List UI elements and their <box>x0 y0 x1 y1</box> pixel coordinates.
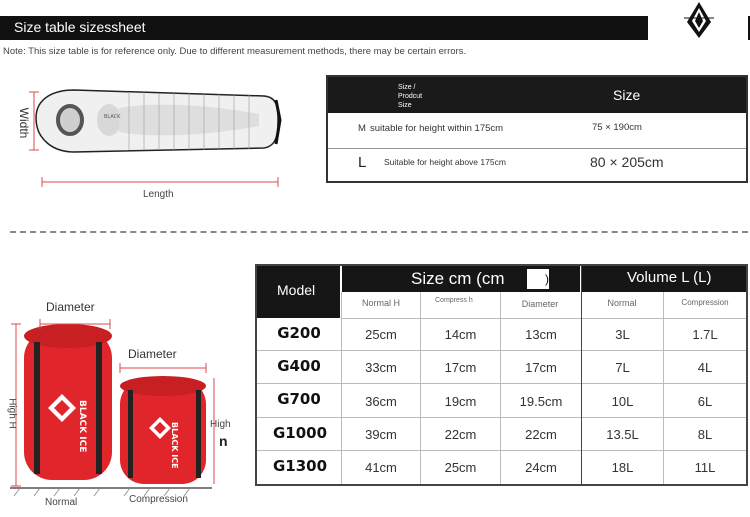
svg-text:BLACK ICE: BLACK ICE <box>170 422 179 469</box>
subheader-vol-compression: Compression <box>681 298 729 307</box>
cell-normal-h: 39cm <box>365 427 397 442</box>
grid-line <box>342 318 746 319</box>
subheader-diameter: Diameter <box>521 299 559 309</box>
size-table-header-right: Size <box>613 87 641 103</box>
cell-vol-normal: 18L <box>611 460 634 475</box>
cell-vol-compression: 4L <box>697 360 713 375</box>
cell-vol-compression: 1.7L <box>692 327 718 342</box>
grid-line <box>581 266 582 484</box>
stuff-sack-diagram <box>0 290 250 512</box>
cell-compress-h: 22cm <box>444 427 477 442</box>
grid-line <box>663 292 664 484</box>
model-g200: G200 <box>277 324 321 342</box>
size-dims-l: 80 × 205cm <box>590 154 664 170</box>
cell-normal-h: 36cm <box>365 394 397 409</box>
cell-vol-normal: 10L <box>611 394 634 409</box>
cell-compress-h: 14cm <box>444 327 477 342</box>
model-table <box>255 264 748 486</box>
normal-label: Normal <box>45 497 78 508</box>
high-label-compression-n: n <box>219 433 228 449</box>
cell-diameter: 24cm <box>525 460 557 475</box>
grid-line <box>257 417 746 418</box>
model-g1000: G1000 <box>272 424 328 442</box>
cell-normal-h: 25cm <box>365 327 397 342</box>
size-desc-m: suitable for height within 175cm <box>370 123 504 134</box>
size-code-l: L <box>358 154 367 171</box>
grid-line <box>257 350 746 351</box>
width-label: Width <box>17 107 31 139</box>
cell-diameter: 13cm <box>525 327 557 342</box>
model-g400: G400 <box>277 357 321 375</box>
grid-line <box>420 292 421 484</box>
size-dims-m: 75 × 190cm <box>592 122 642 133</box>
page-title: Size table sizessheet <box>14 19 146 35</box>
diameter-label-normal: Diameter <box>46 300 95 314</box>
compression-label: Compression <box>129 494 188 505</box>
volume-header: Volume L (L) <box>627 269 712 286</box>
cell-vol-normal: 7L <box>615 360 630 375</box>
cell-vol-compression: 11L <box>694 460 716 475</box>
size-table-header <box>328 77 746 113</box>
grid-line <box>500 292 501 484</box>
diameter-label-compression: Diameter <box>128 347 177 361</box>
high-label-compression: High <box>210 419 231 430</box>
size-desc-l: Suitable for height above 175cm <box>384 157 506 167</box>
cell-normal-h: 41cm <box>365 460 397 475</box>
subheader-compress-h: Compress h <box>435 297 473 304</box>
cell-vol-compression: 6L <box>697 394 713 409</box>
size-table-header-left: Size / Prodcut Size <box>398 84 423 109</box>
size-code-m: M <box>358 123 366 134</box>
high-label-normal: High H <box>6 398 18 429</box>
cell-vol-normal: 3L <box>615 327 630 342</box>
size-header-mark: ) <box>545 272 549 286</box>
model-header: Model <box>277 282 316 298</box>
model-g700: G700 <box>277 390 321 408</box>
grid-line <box>341 292 342 484</box>
cell-compress-h: 17cm <box>444 360 477 375</box>
brand-logo-icon <box>684 0 714 40</box>
model-g1300: G1300 <box>272 457 328 475</box>
section-divider <box>10 231 748 233</box>
size-header: Size cm (cm <box>411 269 505 288</box>
cell-compress-h: 19cm <box>444 394 477 409</box>
subheader-normal-h: Normal H <box>361 298 400 308</box>
grid-line <box>257 383 746 384</box>
size-table <box>326 75 748 183</box>
cell-diameter: 17cm <box>525 360 557 375</box>
cell-vol-compression: 8L <box>697 427 713 442</box>
svg-text:BLACK ICE: BLACK ICE <box>77 400 87 453</box>
cell-vol-normal: 13.5L <box>606 427 639 442</box>
length-label: Length <box>143 189 174 200</box>
subheader-vol-normal: Normal <box>607 298 637 308</box>
cell-normal-h: 33cm <box>365 360 397 375</box>
cell-diameter: 19.5cm <box>519 394 563 409</box>
logo-area <box>648 0 748 40</box>
cell-compress-h: 25cm <box>444 460 477 475</box>
disclaimer-note: Note: This size table is for reference only. Due to different measurement methods, there may be certain errors. <box>3 46 467 57</box>
svg-text:BLACK: BLACK <box>104 114 121 120</box>
cell-diameter: 22cm <box>525 427 557 442</box>
grid-line <box>257 450 746 451</box>
